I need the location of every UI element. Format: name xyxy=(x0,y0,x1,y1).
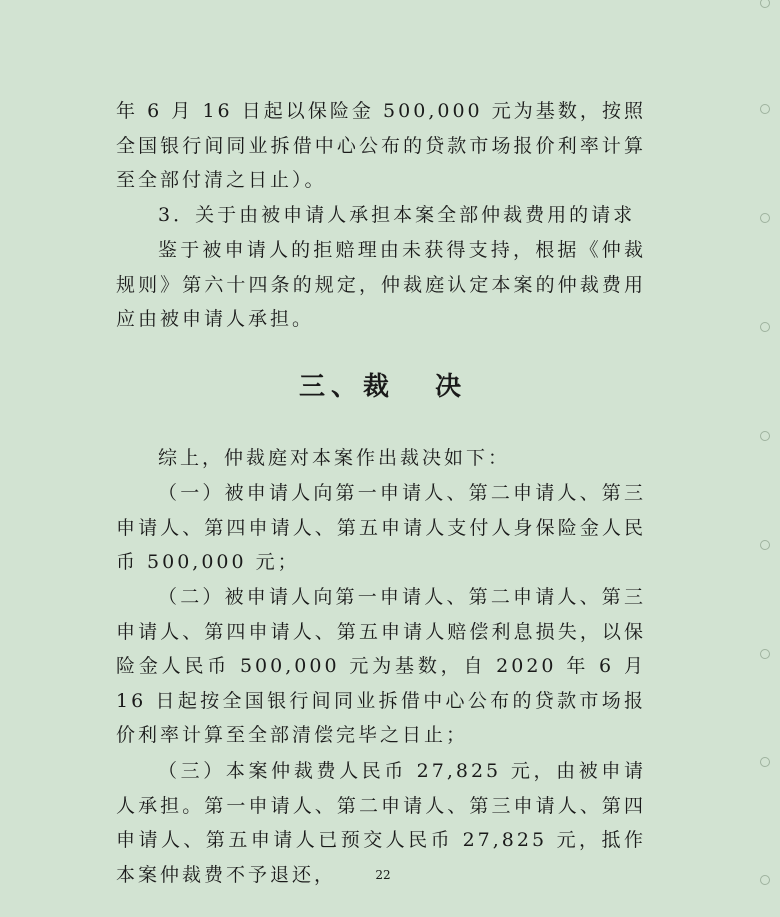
binding-hole xyxy=(760,649,770,659)
heading-part-2: 决 xyxy=(435,372,468,402)
binding-hole xyxy=(760,540,770,550)
binding-hole xyxy=(760,213,770,223)
award-item-2: （二）被申请人向第一申请人、第二申请人、第三申请人、第四申请人、第五申请人赔偿利息损失，以保险金人民币 500,000 元为基数，自 2020 年 6 月 16 日起按全国银行间同业拆借中心公布的贷款市场报价利率计算至全部清偿完毕之日止； xyxy=(116,586,646,747)
award-item-3: （三）本案仲裁费人民币 27,825 元，由被申请人承担。第一申请人、第二申请人、第三申请人、第四申请人、第五申请人已预交人民币 27,825 元，抵作本案仲裁费不予退还， xyxy=(116,760,646,886)
binding-hole xyxy=(760,104,770,114)
binding-hole xyxy=(760,757,770,767)
paragraph-claim-3-title: 3．关于由被申请人承担本案全部仲裁费用的请求 xyxy=(158,204,636,226)
paragraph-arbitration-fee-reasoning: 鉴于被申请人的拒赔理由未获得支持，根据《仲裁规则》第六十四条的规定，仲裁庭认定本案的仲裁费用应由被申请人承担。 xyxy=(116,239,646,331)
award-item-1: （一）被申请人向第一申请人、第二申请人、第三申请人、第四申请人、第五申请人支付人身保险金人民币 500,000 元； xyxy=(116,482,646,574)
page-number: 22 xyxy=(375,868,391,882)
paragraph-interest-calculation: 年 6 月 16 日起以保险金 500,000 元为基数，按照全国银行间同业拆借中心公布的贷款市场报价利率计算至全部付清之日止）。 xyxy=(116,100,646,192)
paragraph-award-intro: 综上，仲裁庭对本案作出裁决如下： xyxy=(158,447,511,469)
binding-hole xyxy=(760,0,770,8)
binding-hole xyxy=(760,875,770,885)
binding-hole xyxy=(760,431,770,441)
section-heading-award xyxy=(0,366,766,403)
heading-part-1: 三、裁 xyxy=(298,372,395,402)
binding-hole xyxy=(760,322,770,332)
